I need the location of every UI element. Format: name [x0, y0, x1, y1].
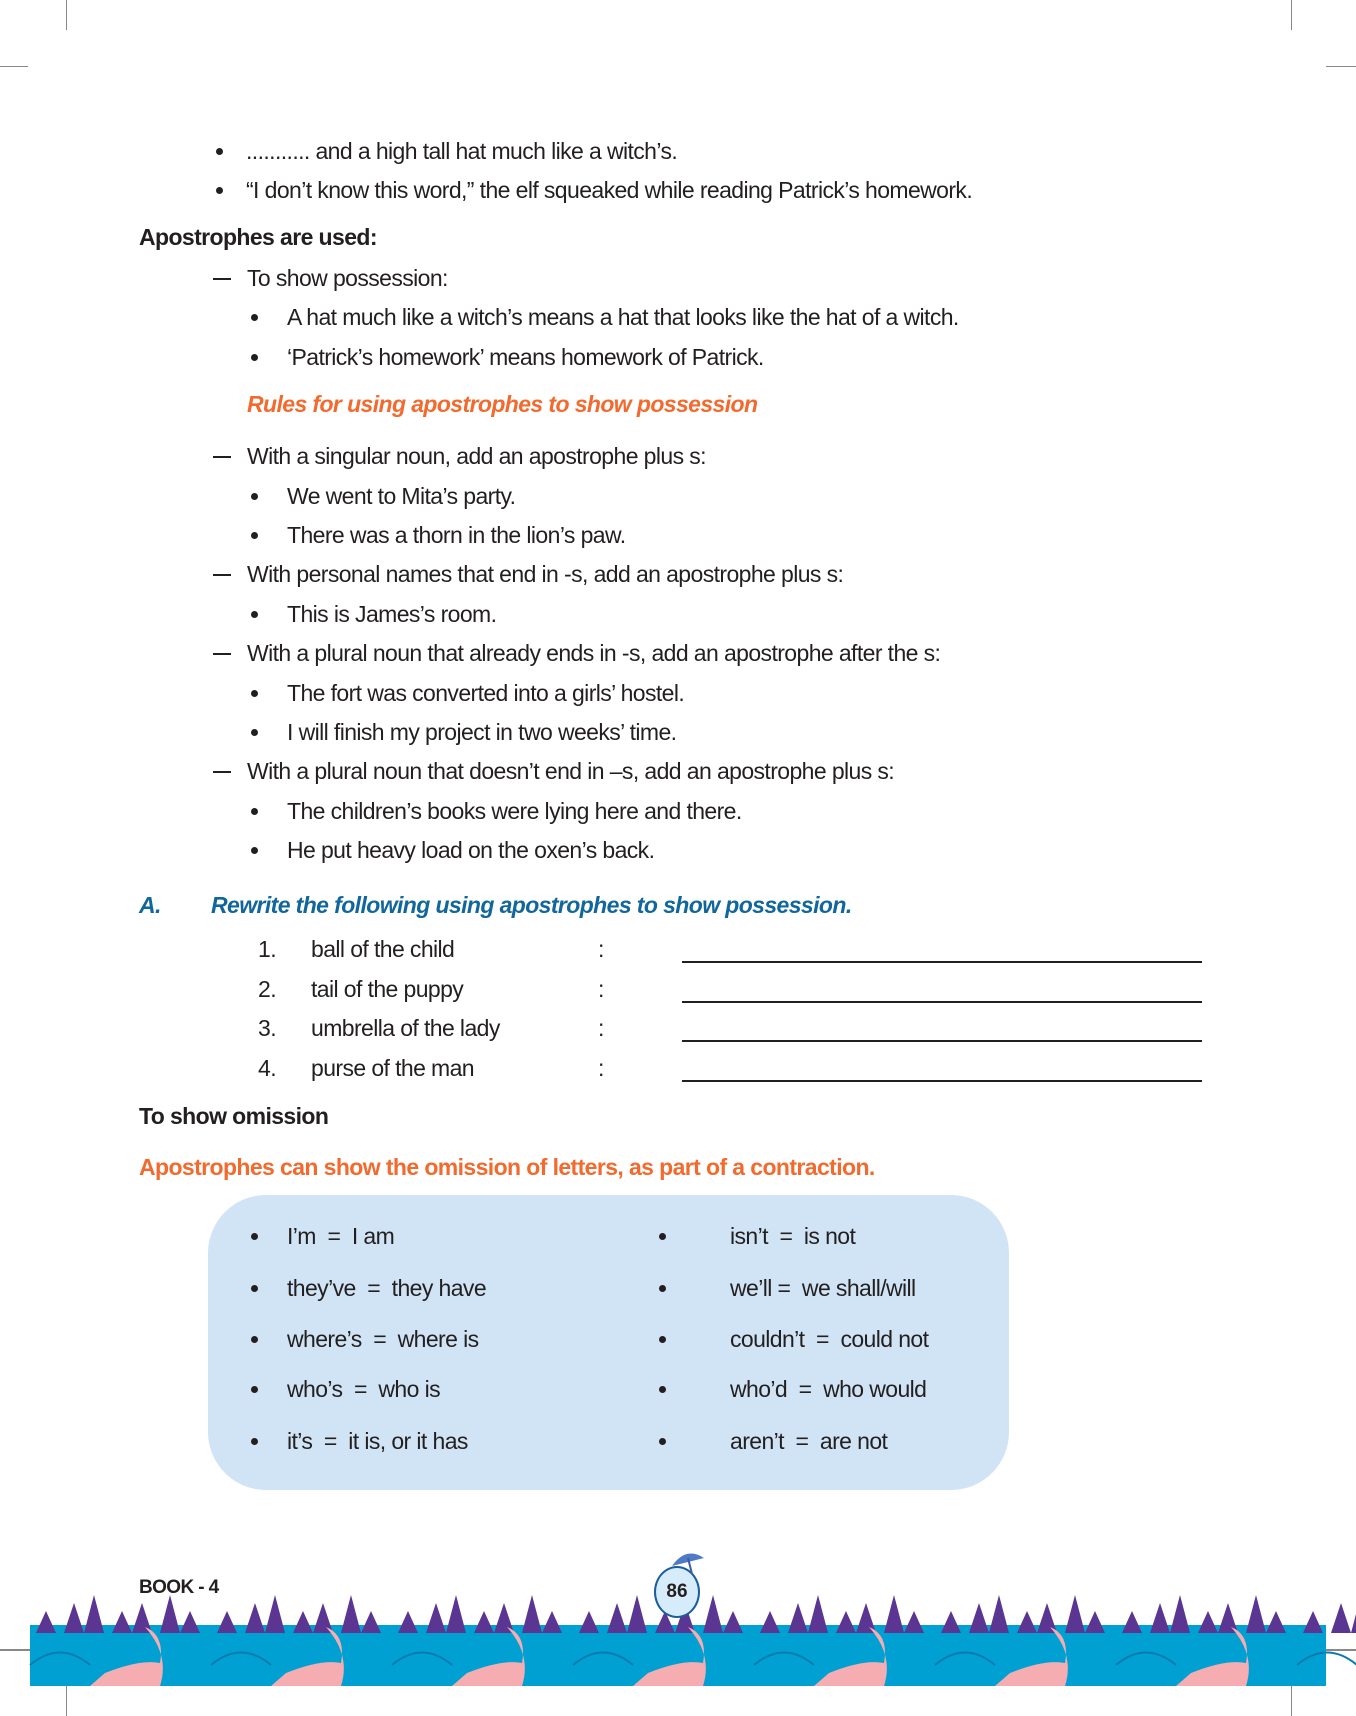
example: The children’s books were lying here and there.	[287, 798, 742, 824]
item-text: umbrella of the lady	[311, 1015, 500, 1041]
tree	[760, 1611, 780, 1633]
tree	[542, 1611, 562, 1633]
bullet	[251, 847, 258, 854]
bullet	[251, 1336, 258, 1343]
tree	[1266, 1611, 1286, 1633]
intro-line: ........... and a high tall hat much like a witch’s.	[246, 138, 678, 164]
bullet	[251, 729, 258, 736]
tree	[808, 1595, 828, 1633]
item-number: 3.	[258, 1015, 276, 1041]
answer-line-3[interactable]	[682, 1040, 1202, 1042]
bullet	[251, 1285, 258, 1292]
bullet	[251, 354, 258, 361]
contraction-right: isn’t = is not	[730, 1223, 856, 1249]
rules-heading: Rules for using apostrophes to show possession	[247, 391, 758, 417]
example: This is James’s room.	[287, 601, 497, 627]
bullet	[251, 1386, 258, 1393]
contraction-left: I’m = I am	[287, 1223, 395, 1249]
rule-text: With a singular noun, add an apostrophe plus s:	[247, 443, 706, 469]
tree	[836, 1611, 856, 1633]
example: He put heavy load on the oxen’s back.	[287, 837, 655, 863]
bullet	[251, 1233, 258, 1240]
contraction-left: where’s = where is	[287, 1326, 479, 1352]
tree	[1218, 1603, 1238, 1633]
bullet	[659, 1336, 666, 1343]
dash	[213, 653, 231, 655]
tree	[341, 1595, 361, 1633]
crop-mark	[1326, 66, 1356, 67]
item-text: purse of the man	[311, 1055, 475, 1081]
bullet	[251, 808, 258, 815]
tree	[1246, 1595, 1266, 1633]
bullet	[251, 1438, 258, 1445]
book-label: BOOK - 4	[139, 1577, 219, 1598]
tree	[494, 1603, 514, 1633]
answer-line-2[interactable]	[682, 1001, 1202, 1003]
tree	[426, 1603, 446, 1633]
tree	[180, 1611, 200, 1633]
tree	[132, 1603, 152, 1633]
item-colon: :	[598, 936, 604, 962]
section-heading: Apostrophes are used:	[139, 224, 377, 250]
tree	[474, 1611, 494, 1633]
dash	[213, 574, 231, 576]
item-number: 2.	[258, 976, 276, 1002]
tree	[969, 1603, 989, 1633]
tree	[627, 1595, 647, 1633]
contraction-right: couldn’t = could not	[730, 1326, 929, 1352]
tree	[313, 1603, 333, 1633]
rule-text: With personal names that end in -s, add an apostrophe plus s:	[247, 561, 844, 587]
tree	[703, 1595, 723, 1633]
exercise-instruction: Rewrite the following using apostrophes to show possession.	[211, 892, 852, 918]
crop-mark	[1291, 0, 1292, 30]
example: We went to Mita’s party.	[287, 483, 516, 509]
dash	[213, 456, 231, 458]
contraction-left: it’s = it is, or it has	[287, 1428, 468, 1454]
bullet	[216, 187, 223, 194]
omission-heading: To show omission	[139, 1103, 329, 1129]
bullet	[251, 493, 258, 500]
tree	[989, 1595, 1009, 1633]
tree	[398, 1611, 418, 1633]
answer-line-1[interactable]	[682, 961, 1202, 963]
item-colon: :	[598, 1055, 604, 1081]
tree	[723, 1611, 743, 1633]
contraction-left: who’s = who is	[287, 1376, 440, 1402]
item-number: 1.	[258, 936, 276, 962]
item-colon: :	[598, 976, 604, 1002]
tree	[245, 1603, 265, 1633]
bullet	[659, 1285, 666, 1292]
example: A hat much like a witch’s means a hat that looks like the hat of a witch.	[287, 304, 959, 330]
omission-subheading: Apostrophes can show the omission of letters, as part of a contraction.	[139, 1154, 875, 1180]
tree	[112, 1611, 132, 1633]
tree	[1085, 1611, 1105, 1633]
contraction-right: who’d = who would	[730, 1376, 927, 1402]
item-text: tail of the puppy	[311, 976, 464, 1002]
tree	[856, 1603, 876, 1633]
intro-line: “I don’t know this word,” the elf squeaked while reading Patrick’s homework.	[246, 177, 973, 203]
contraction-right: aren’t = are not	[730, 1428, 888, 1454]
tree	[1351, 1595, 1356, 1633]
example: ‘Patrick’s homework’ means homework of Patrick.	[287, 344, 764, 370]
bullet	[251, 690, 258, 697]
crop-mark	[0, 66, 28, 67]
tree	[361, 1611, 381, 1633]
tree	[265, 1595, 285, 1633]
bullet	[659, 1386, 666, 1393]
rule-text: To show possession:	[247, 265, 448, 291]
tree	[1303, 1611, 1323, 1633]
tree	[1017, 1611, 1037, 1633]
tree	[293, 1611, 313, 1633]
tree	[607, 1603, 627, 1633]
bullet	[251, 314, 258, 321]
rule-text: With a plural noun that already ends in -s, add an apostrophe after the s:	[247, 640, 941, 666]
tree	[217, 1611, 237, 1633]
tree	[884, 1595, 904, 1633]
item-colon: :	[598, 1015, 604, 1041]
tree	[1331, 1603, 1351, 1633]
item-number: 4.	[258, 1055, 276, 1081]
dash	[213, 278, 231, 280]
tree	[1150, 1603, 1170, 1633]
tree	[1065, 1595, 1085, 1633]
umbrella-icon	[668, 1546, 708, 1576]
rule-text: With a plural noun that doesn’t end in –s, add an apostrophe plus s:	[247, 758, 895, 784]
tree	[1037, 1603, 1057, 1633]
bullet	[216, 148, 223, 155]
tree	[788, 1603, 808, 1633]
contraction-left: they’ve = they have	[287, 1275, 487, 1301]
bullet	[251, 611, 258, 618]
tree	[579, 1611, 599, 1633]
tree	[1170, 1595, 1190, 1633]
page-number: 86	[654, 1566, 700, 1618]
crop-mark	[66, 0, 67, 30]
tree	[1122, 1611, 1142, 1633]
tree	[36, 1611, 56, 1633]
dash	[213, 771, 231, 773]
tree	[1198, 1611, 1218, 1633]
bullet	[251, 532, 258, 539]
item-text: ball of the child	[311, 936, 455, 962]
tree	[904, 1611, 924, 1633]
contraction-right: we’ll = we shall/will	[730, 1275, 916, 1301]
tree	[64, 1603, 84, 1633]
answer-line-4[interactable]	[682, 1080, 1202, 1082]
tree	[84, 1595, 104, 1633]
exercise-label: A.	[139, 892, 161, 918]
bullet	[659, 1233, 666, 1240]
tree	[941, 1611, 961, 1633]
example: The fort was converted into a girls’ hostel.	[287, 680, 685, 706]
bullet	[659, 1438, 666, 1445]
example: There was a thorn in the lion’s paw.	[287, 522, 626, 548]
tree	[446, 1595, 466, 1633]
tree	[522, 1595, 542, 1633]
example: I will finish my project in two weeks’ time.	[287, 719, 677, 745]
